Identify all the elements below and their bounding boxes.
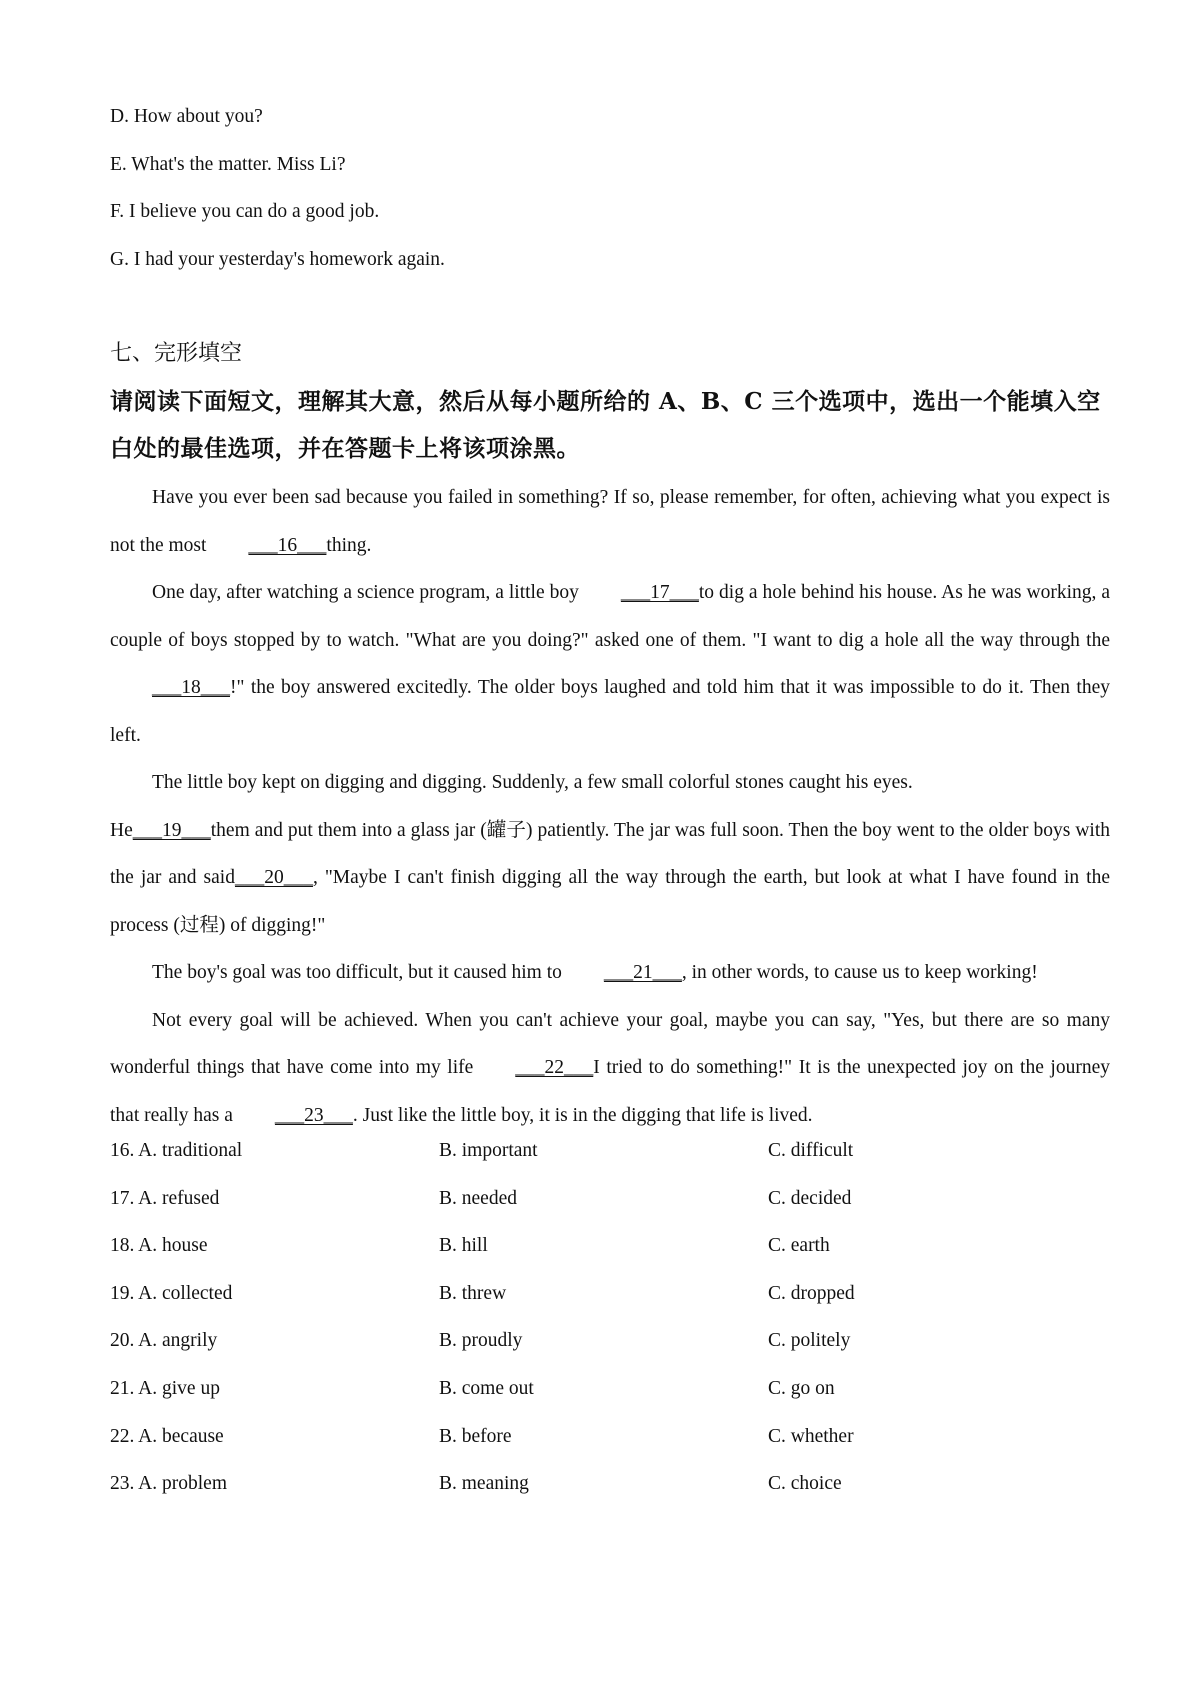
passage-text: , "Maybe I can't finish digging all the way through the earth, but look at what I have found in the process (过程) of digging!" [110,867,1110,936]
section-title: 七、完形填空 [110,340,243,365]
question-23 [110,1473,1110,1521]
blank-23: ___23___ [274,1104,353,1126]
passage-text: . Just like the little boy, it is in the digging that life is lived. [352,1104,813,1126]
passage-text: The boy's goal was too difficult, but it caused him to [152,962,562,983]
section-instruction: 请阅读下面短文，理解其大意，然后从每小题所给的 A、B、C 三个选项中，选出一个能填入空白处的最佳选项，并在答题卡上将该项涂黑。 [110,388,1101,462]
passage-paragraph-5 [110,949,1110,997]
cloze-passage [110,474,1110,1139]
passage-text: I tried to do something!" It is the unexpected joy on the journey that really has a [110,1057,1110,1126]
option-b: B. come out [439,1377,534,1399]
passage-text: !" the boy answered excitedly. The older boys laughed and told him that it was impossible to do it. Then they left. [110,677,1110,746]
previous-option-g: G. I had your yesterday's homework again. [110,249,445,270]
passage-paragraph-2 [110,569,1110,759]
option-c: C. earth [768,1235,830,1257]
option-a: 16. A. traditional [110,1140,243,1161]
blank-19: ___19___ [132,819,211,841]
option-b: B. hill [439,1235,488,1257]
passage-paragraph-3 [110,759,1110,807]
passage-paragraph-4 [110,807,1110,950]
previous-option-f: F. I believe you can do a good job. [110,201,380,222]
passage-text: Not every goal will be achieved. When you can't achieve your goal, maybe you can say, "Yes, but there are so many wonderful things that have come into my life [110,1009,1110,1078]
option-c: C. difficult [768,1140,854,1161]
blank-18: ___18___ [152,677,230,698]
option-b: B. meaning [439,1473,529,1495]
blank-16: ___16___ [248,534,327,556]
blank-20: ___20___ [234,867,313,888]
passage-text: to dig a hole behind his house. As he was working, a couple of boys stopped by to watch. "What are you doing?" asked one of them. "I want to dig a hole all the way through the [110,582,1110,651]
blank-22: ___22___ [515,1057,594,1078]
blank-21: ___21___ [603,962,682,983]
blank-17: ___17___ [620,582,699,603]
option-c: C. whether [768,1425,854,1447]
question-19 [110,1283,1110,1331]
option-b: B. threw [439,1282,507,1304]
passage-text: them and put them into a glass jar (罐子) patiently. The jar was full soon. Then the boy went to the older boys with the jar and said [110,819,1110,888]
option-c: C. politely [768,1330,851,1352]
option-c: C. choice [768,1473,842,1495]
previous-option-e: E. What's the matter. Miss Li? [110,154,346,175]
question-list [110,1140,1110,1521]
passage-text: One day, after watching a science program, a little boy [152,582,579,603]
option-a: 17. A. refused [110,1187,220,1209]
previous-option-d: D. How about you? [110,106,263,127]
option-a: 23. A. problem [110,1473,227,1495]
option-a: 22. A. because [110,1425,224,1447]
passage-paragraph-6 [110,997,1110,1140]
option-b: B. important [439,1140,538,1161]
option-c: C. go on [768,1377,835,1399]
option-a: 18. A. house [110,1235,208,1257]
option-a: 21. A. give up [110,1377,220,1399]
option-a: 20. A. angrily [110,1330,218,1352]
passage-paragraph-1 [110,474,1110,569]
option-b: B. proudly [439,1330,523,1352]
passage-text: The little boy kept on digging and digging. Suddenly, a few small colorful stones caught his eyes. [152,772,913,793]
question-20 [110,1330,1110,1378]
question-21 [110,1378,1110,1426]
question-17 [110,1188,1110,1236]
question-18 [110,1235,1110,1283]
option-b: B. before [439,1425,512,1447]
passage-text: He [110,819,133,841]
question-16 [110,1140,1110,1188]
option-c: C. decided [768,1187,852,1209]
option-c: C. dropped [768,1282,855,1304]
passage-text: thing. [326,534,372,556]
option-b: B. needed [439,1187,517,1209]
passage-text: , in other words, to cause us to keep working! [681,962,1038,983]
passage-text: Have you ever been sad because you failed in something? If so, please remember, for often, achieving what you expect is not the most [110,487,1110,556]
question-22 [110,1426,1110,1474]
option-a: 19. A. collected [110,1282,233,1304]
